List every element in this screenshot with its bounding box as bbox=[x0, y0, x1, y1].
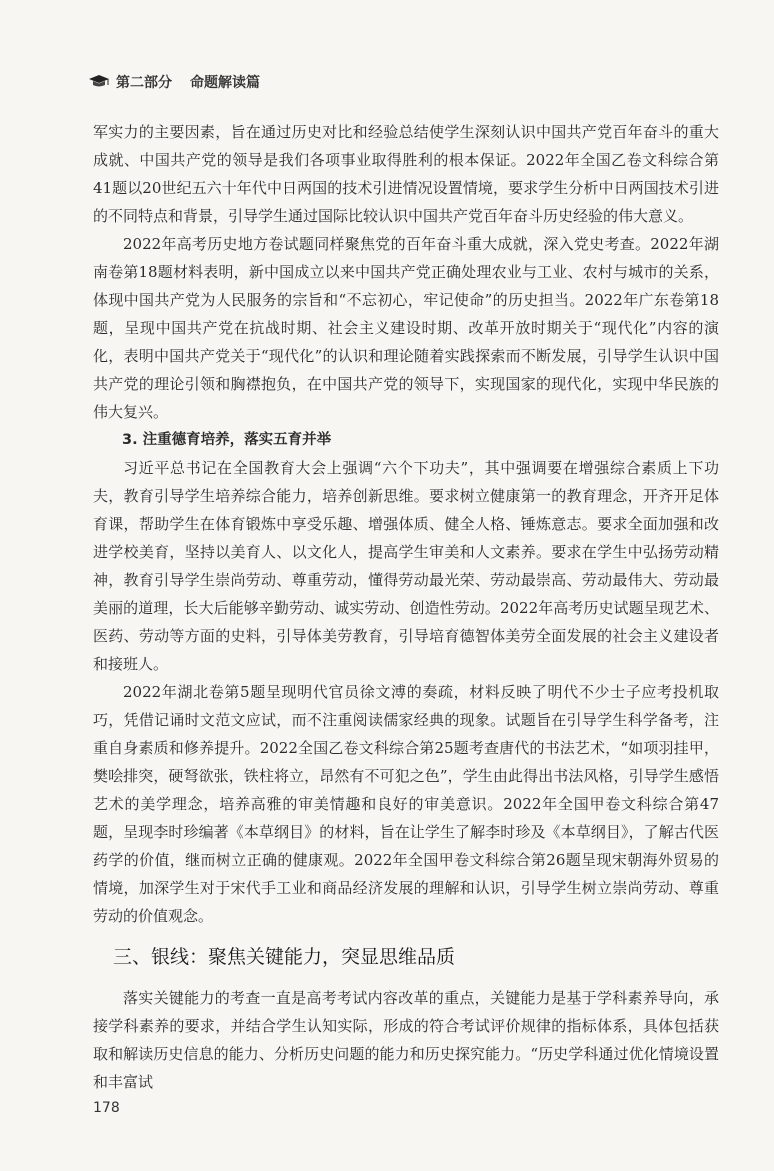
paragraph-1: 军实力的主要因素，旨在通过历史对比和经验总结使学生深刻认识中国共产党百年奋斗的重大成就、中国共产党的领导是我们各项事业取得胜利的根本保证。2022年全国乙卷文科综合第41题以20世纪五六十年代中日两国的技术引进情况设置情境，要求学生分析中日两国技术引进的不同特点和背景，引导学生通过国际比较认识中国共产党百年奋斗历史经验的伟大意义。 bbox=[93, 123, 719, 225]
header-title: 命题解读篇 bbox=[190, 75, 260, 91]
running-header bbox=[88, 72, 260, 92]
paragraph-3: 习近平总书记在全国教育大会上强调“六个下功夫”，其中强调要在增强综合素质上下功夫，教育引导学生培养综合能力，培养创新思维。要求树立健康第一的教育理念，开齐开足体育课，帮助学生在体育锻炼中享受乐趣、增强体质、健全人格、锤炼意志。要求全面加强和改进学校美育，坚持以美育人、以文化人，提高学生审美和人文素养。要求在学生中弘扬劳动精神，教育引导学生崇尚劳动、尊重劳动，懂得劳动最光荣、劳动最崇高、劳动最伟大、劳动最美丽的道理，长大后能够辛勤劳动、诚实劳动、创造性劳动。2022年高考历史试题呈现艺术、医药、劳动等方面的史料，引导体美劳教育，引导培育德智体美劳全面发展的社会主义建设者和接班人。 bbox=[93, 459, 719, 673]
paragraph-4: 2022年湖北卷第5题呈现明代官员徐文溥的奏疏，材料反映了明代不少士子应考投机取巧，凭借记诵时文范文应试，而不注重阅读儒家经典的现象。试题旨在引导学生科学备考，注重自身素质和修养提升。2022全国乙卷文科综合第25题考查唐代的书法艺术，“如项羽挂甲，樊哙排突，硬弩欲张，铁柱将立，昂然有不可犯之色”，学生由此得出书法风格，引导学生感悟艺术的美学理念，培养高雅的审美情趣和良好的审美意识。2022年全国甲卷文科综合第47题，呈现李时珍编著《本草纲目》的材料，旨在让学生了解李时珍及《本草纲目》，了解古代医药学的价值，继而树立正确的健康观。2022年全国甲卷文科综合第26题呈现宋朝海外贸易的情境，加深学生对于宋代手工业和商品经济发展的理解和认识，引导学生树立崇尚劳动、尊重劳动的价值观念。 bbox=[93, 683, 719, 925]
paragraph-5: 落实关键能力的考查一直是高考考试内容改革的重点，关键能力是基于学科素养导向，承接学科素养的要求，并结合学生认知实际，形成的符合考试评价规律的指标体系，具体包括获取和解读历史信息的能力、分析历史问题的能力和历史探究能力。“历史学科通过优化情境设置和丰富试 bbox=[93, 989, 719, 1091]
graduation-cap-icon bbox=[88, 74, 110, 90]
header-part: 第二部分 bbox=[116, 75, 172, 91]
section-title: 三、银线：聚焦关键能力，突显思维品质 bbox=[113, 946, 456, 968]
paragraph-2: 2022年高考历史地方卷试题同样聚焦党的百年奋斗重大成就，深入党史考查。2022年湖南卷第18题材料表明，新中国成立以来中国共产党正确处理农业与工业、农村与城市的关系，体现中国共产党为人民服务的宗旨和“不忘初心，牢记使命”的历史担当。2022年广东卷第18题，呈现中国共产党在抗战时期、社会主义建设时期、改革开放时期关于“现代化”内容的演化，表明中国共产党关于“现代化”的认识和理论随着实践探索而不断发展，引导学生认识中国共产党的理论引领和胸襟抱负，在中国共产党的领导下，实现国家的现代化，实现中华民族的伟大复兴。 bbox=[93, 235, 719, 421]
page-body bbox=[93, 118, 719, 1096]
page-number: 178 bbox=[93, 1100, 120, 1116]
subheading: 3. 注重德育培养，落实五育并举 bbox=[122, 432, 332, 448]
